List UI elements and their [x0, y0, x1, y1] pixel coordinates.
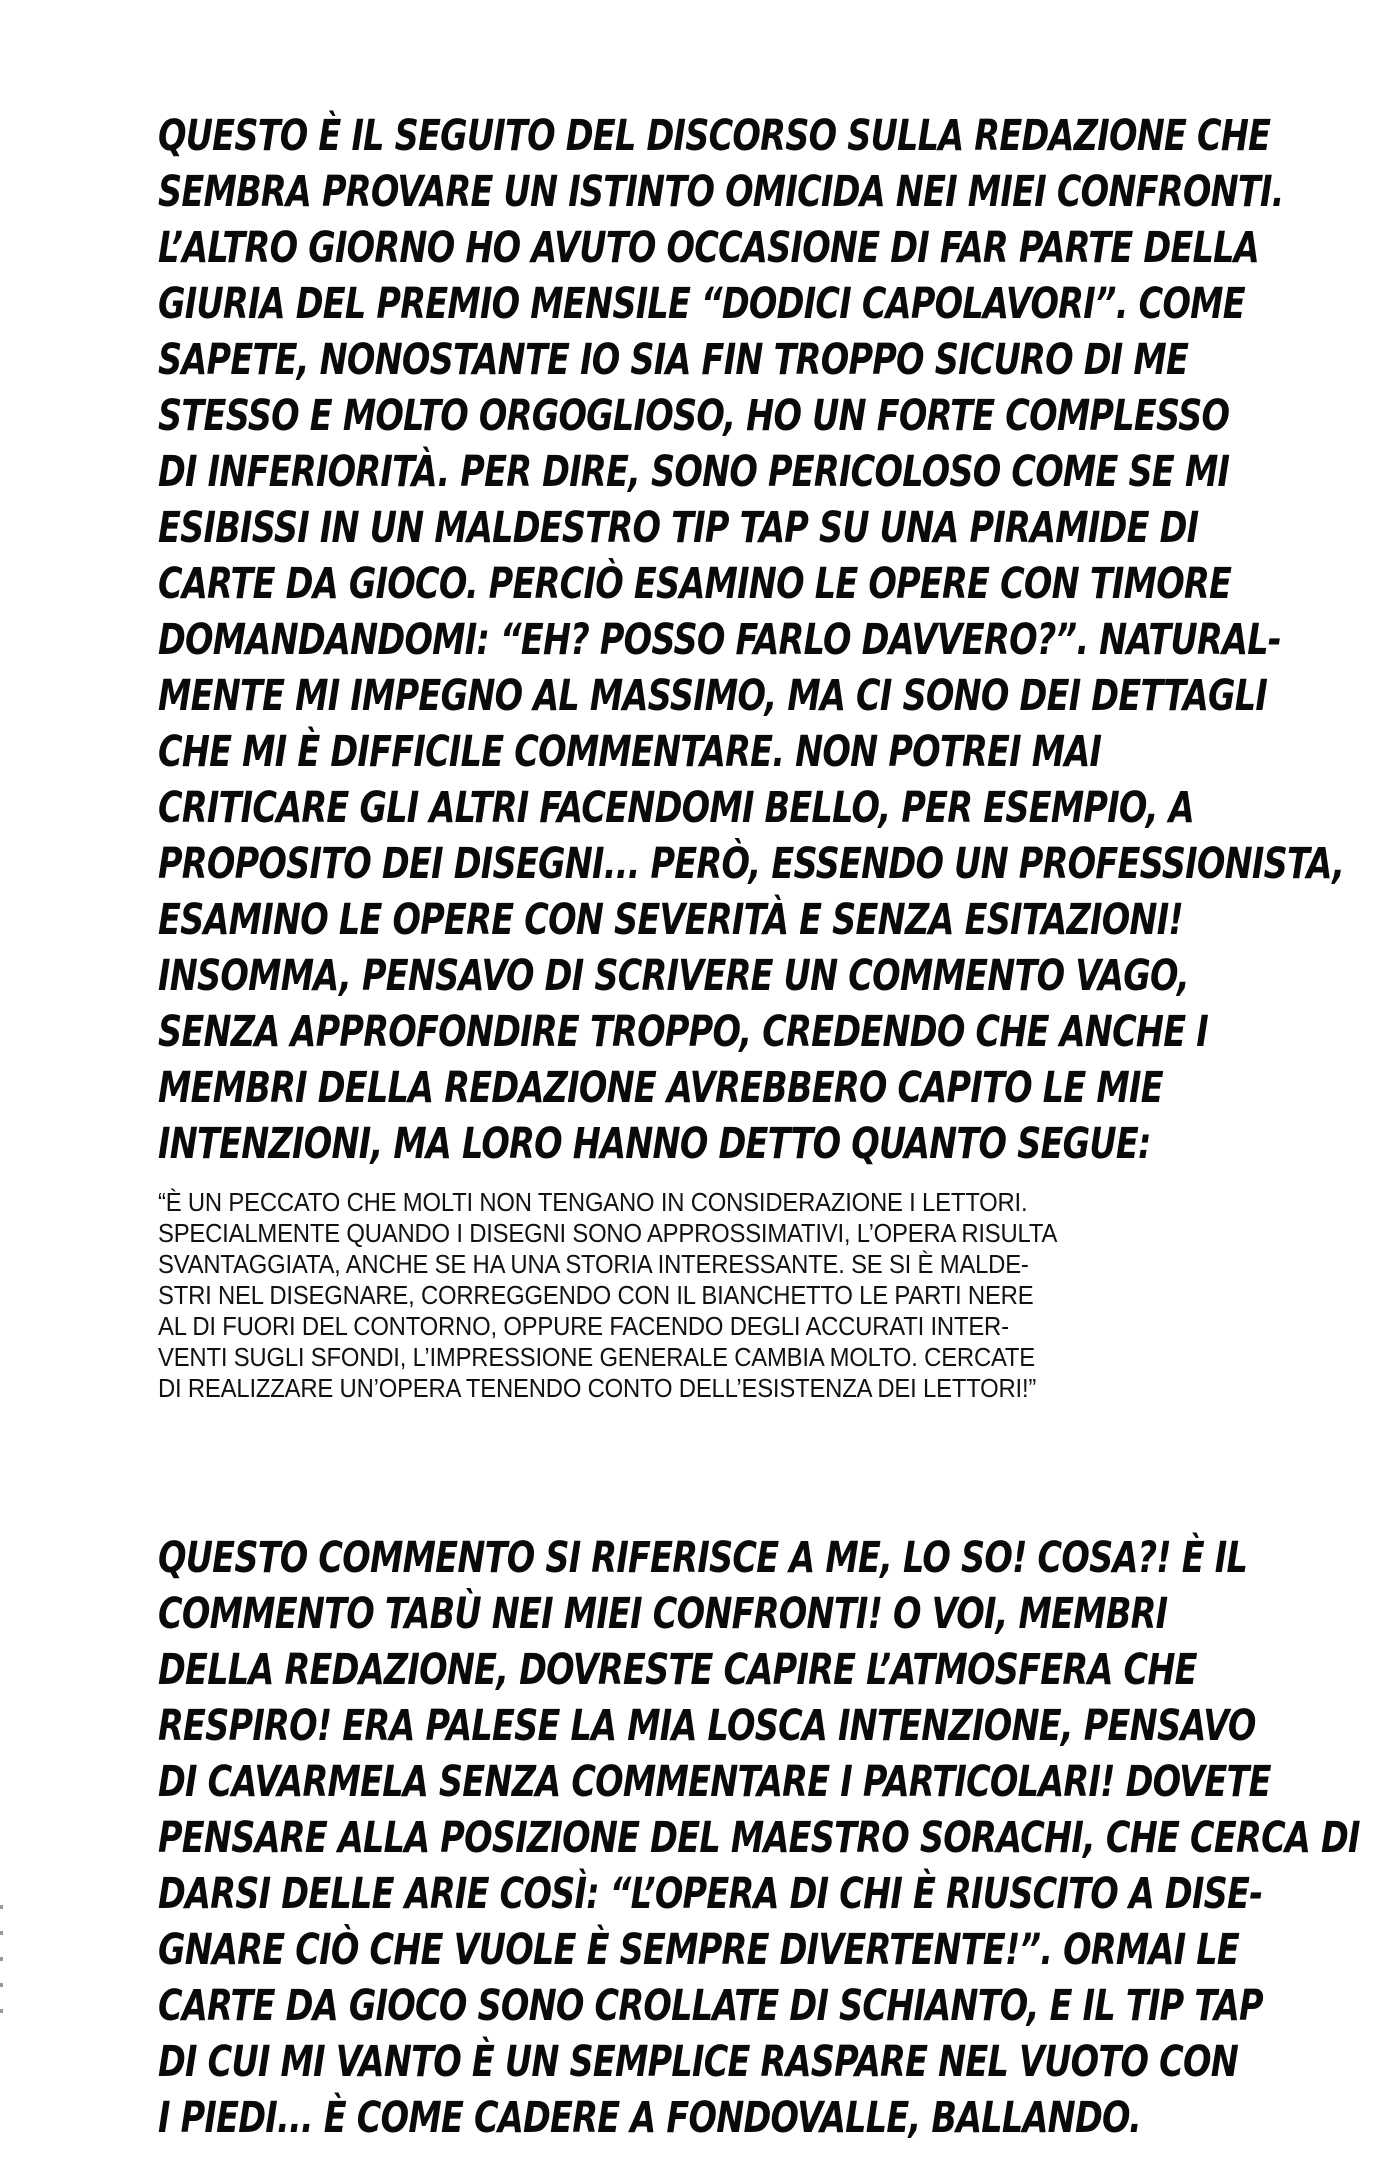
intro-paragraph — [158, 108, 1345, 1172]
quote-line: STRI NEL DISEGNARE, CORREGGENDO CON IL BIANCHETTO LE PARTI NERE — [158, 1282, 1034, 1310]
response-paragraph — [158, 1530, 1360, 2146]
text-line: DI INFERIORITÀ. PER DIRE, SONO PERICOLOSO COME SE MI — [158, 447, 1230, 497]
text-line: RESPIRO! ERA PALESE LA MIA LOSCA INTENZIONE, PENSAVO — [158, 1701, 1256, 1751]
text-line: QUESTO COMMENTO SI RIFERISCE A ME, LO SO! COSA?! È IL — [158, 1533, 1248, 1583]
text-line: COMMENTO TABÙ NEI MIEI CONFRONTI! O VOI, MEMBRI — [158, 1589, 1168, 1639]
text-line: DELLA REDAZIONE, DOVRESTE CAPIRE L’ATMOSFERA CHE — [158, 1645, 1197, 1695]
text-line: CRITICARE GLI ALTRI FACENDOMI BELLO, PER ESEMPIO, A — [158, 783, 1194, 833]
quote-line: SPECIALMENTE QUANDO I DISEGNI SONO APPROSSIMATIVI, L’OPERA RISULTA — [158, 1220, 1058, 1248]
text-line: MENTE MI IMPEGNO AL MASSIMO, MA CI SONO DEI DETTAGLI — [158, 671, 1268, 721]
text-line: I PIEDI... È COME CADERE A FONDOVALLE, BALLANDO. — [158, 2093, 1141, 2143]
text-line: QUESTO È IL SEGUITO DEL DISCORSO SULLA REDAZIONE CHE — [158, 111, 1271, 161]
quote-line: AL DI FUORI DEL CONTORNO, OPPURE FACENDO DEGLI ACCURATI INTER- — [158, 1313, 1009, 1341]
quote-line: SVANTAGGIATA, ANCHE SE HA UNA STORIA INTERESSANTE. SE SI È MALDE- — [158, 1251, 1029, 1279]
text-line: PENSARE ALLA POSIZIONE DEL MAESTRO SORACHI, CHE CERCA DI — [158, 1813, 1360, 1863]
quote-line: “È UN PECCATO CHE MOLTI NON TENGANO IN CONSIDERAZIONE I LETTORI. — [158, 1189, 1028, 1217]
text-line: ESAMINO LE OPERE CON SEVERITÀ E SENZA ESITAZIONI! — [158, 895, 1183, 945]
text-line: MEMBRI DELLA REDAZIONE AVREBBERO CAPITO LE MIE — [158, 1063, 1163, 1113]
text-line: SENZA APPROFONDIRE TROPPO, CREDENDO CHE ANCHE I — [158, 1007, 1208, 1057]
text-line: CARTE DA GIOCO. PERCIÒ ESAMINO LE OPERE CON TIMORE — [158, 559, 1232, 609]
text-line: INSOMMA, PENSAVO DI SCRIVERE UN COMMENTO VAGO, — [158, 951, 1190, 1001]
text-line: DI CUI MI VANTO È UN SEMPLICE RASPARE NEL VUOTO CON — [158, 2037, 1238, 2087]
scan-edge-marks — [0, 1905, 6, 2115]
text-line: INTENZIONI, MA LORO HANNO DETTO QUANTO SEGUE: — [158, 1119, 1151, 1169]
text-line: DI CAVARMELA SENZA COMMENTARE I PARTICOLARI! DOVETE — [158, 1757, 1271, 1807]
text-line: CARTE DA GIOCO SONO CROLLATE DI SCHIANTO, E IL TIP TAP — [158, 1981, 1263, 2031]
text-line: ESIBISSI IN UN MALDESTRO TIP TAP SU UNA PIRAMIDE DI — [158, 503, 1199, 553]
text-line: DOMANDANDOMI: “EH? POSSO FARLO DAVVERO?”. NATURAL- — [158, 615, 1281, 665]
text-line: GIURIA DEL PREMIO MENSILE “DODICI CAPOLAVORI”. COME — [158, 279, 1245, 329]
text-line: PROPOSITO DEI DISEGNI... PERÒ, ESSENDO UN PROFESSIONISTA, — [158, 839, 1345, 889]
text-line: GNARE CIÒ CHE VUOLE È SEMPRE DIVERTENTE!”. ORMAI LE — [158, 1925, 1240, 1975]
text-line: SEMBRA PROVARE UN ISTINTO OMICIDA NEI MIEI CONFRONTI. — [158, 167, 1284, 217]
text-line: SAPETE, NONOSTANTE IO SIA FIN TROPPO SICURO DI ME — [158, 335, 1189, 385]
text-line: CHE MI È DIFFICILE COMMENTARE. NON POTREI MAI — [158, 727, 1102, 777]
quote-line: VENTI SUGLI SFONDI, L’IMPRESSIONE GENERALE CAMBIA MOLTO. CERCATE — [158, 1344, 1036, 1372]
text-line: STESSO E MOLTO ORGOGLIOSO, HO UN FORTE COMPLESSO — [158, 391, 1230, 441]
editorial-quote — [158, 1188, 1215, 1405]
text-line: DARSI DELLE ARIE COSÌ: “L’OPERA DI CHI È RIUSCITO A DISE- — [158, 1869, 1263, 1919]
quote-line: DI REALIZZARE UN’OPERA TENENDO CONTO DELL’ESISTENZA DEI LETTORI!” — [158, 1375, 1037, 1403]
text-line: L’ALTRO GIORNO HO AVUTO OCCASIONE DI FAR PARTE DELLA — [158, 223, 1259, 273]
